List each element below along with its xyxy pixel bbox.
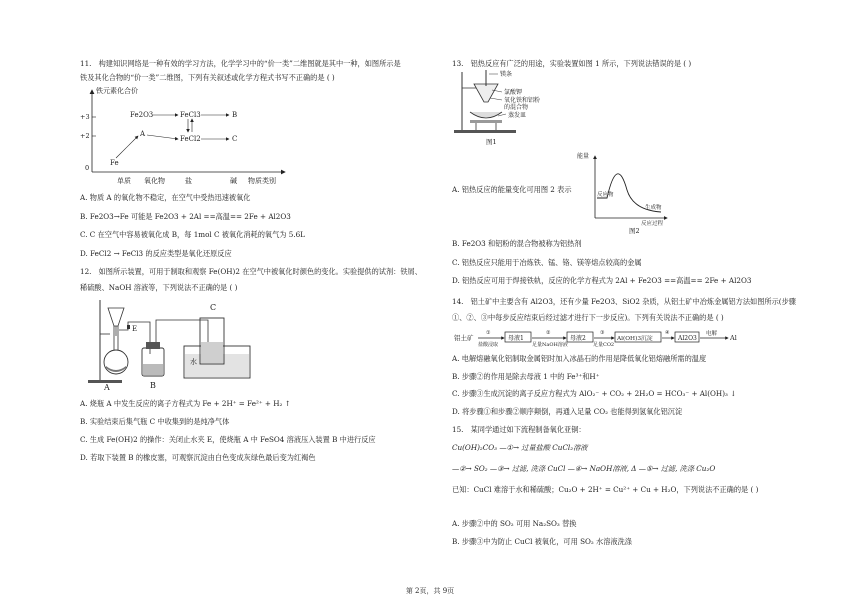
q15-option-a: A. 步骤②中的 SO₂ 可用 Na₂SO₃ 替换	[452, 519, 577, 528]
node-b: B	[232, 111, 238, 119]
label-fe2o3-al: 氧化铁和铝粉	[504, 97, 541, 104]
q11-option-d: D. FeCl2 → FeCl3 的反应类型是氧化还原反应	[80, 249, 232, 258]
q15-option-b: B. 步骤③中为防止 CuCl 被氧化，可用 SO₂ 水溶液洗涤	[452, 537, 632, 546]
flow-al: Al	[730, 334, 737, 342]
fig2-product-label: 生成物	[645, 205, 662, 211]
flow-aloh3-precipitate: Al(OH)3沉淀	[617, 336, 653, 342]
q15-known: 已知：CuCl 难溶于水和稀硫酸；Cu₂O + 2H⁺ = Cu²⁺ + Cu + H₂O，下列说法不正确的是 ( )	[452, 485, 759, 494]
flow-bauxite: 铝土矿	[454, 334, 474, 342]
flow-mother-liquor-2: 母液2	[570, 335, 586, 342]
q11-valence-chart	[80, 84, 300, 186]
q14-stem-line1: 14. 铝土矿中主要含有 Al2O3，还有少量 Fe2O3、SiO2 杂质，从铝土矿中冶炼金属铝方法如图所示(步骤	[452, 297, 796, 306]
q11-stem-line2: 铁及其化合物的“价一类”二维图，下列有关叙述或化学方程式书写不正确的是 ( )	[80, 73, 335, 82]
node-c: C	[232, 135, 238, 143]
q15-stem: 15. 某同学通过如下流程制备氧化亚铜：	[452, 425, 586, 434]
q14-stem-line2: ①、②、③中每步反应结束后经过滤才进行下一步反应)。下列有关说法不正确的是 ( )	[452, 313, 724, 322]
xtick-oxide: 氧化物	[144, 177, 165, 185]
node-fecl3: FeCl3	[180, 111, 201, 119]
node-fe: Fe	[110, 159, 119, 167]
q14-flowchart	[452, 327, 752, 349]
node-fe2o3: Fe2O3	[130, 111, 154, 119]
svg-text:②: ②	[546, 330, 551, 336]
label-mixture: 的混合物	[504, 104, 529, 111]
label-b: B	[150, 381, 156, 390]
node-a: A	[140, 130, 146, 138]
q12-apparatus-figure	[80, 296, 260, 392]
q11-option-a: A. 物质 A 的氧化物不稳定，在空气中受热迅速被氧化	[80, 193, 251, 202]
label-c: C	[210, 303, 217, 312]
figure-1-caption: 图1	[486, 138, 497, 146]
page-footer: 第 2页，共 9页	[405, 587, 455, 595]
q13-option-d: D. 铝热反应可用于焊接铁轨，反应的化学方程式为 2Al + Fe2O3 ==高温== 2Fe + Al2O3	[452, 276, 752, 285]
chart-ylabel: 铁元素化合价	[96, 87, 138, 95]
svg-text:④: ④	[665, 330, 670, 336]
flow-electrolysis: 电解	[706, 331, 718, 337]
q12-stem-line1: 12. 如图所示装置，可用于制取和观察 Fe(OH)2 在空气中被氧化时颜色的变化。实验提供的试剂：铁屑、	[80, 267, 422, 276]
q12-option-a: A. 烧瓶 A 中发生反应的离子方程式为 Fe + 2H⁺ = Fe²⁺ + H₂ ↑	[80, 399, 291, 408]
q11-stem-line1: 11. 构建知识网络是一种有效的学习方法，化学学习中的“价一类”二维图就是其中一种，如图所示是	[80, 59, 401, 68]
q12-option-b: B. 实验结束后集气瓶 C 中收集到的是纯净气体	[80, 417, 230, 426]
flow-step2-reagent: 足量NaOH溶液	[532, 342, 568, 348]
label-kclo3: 氯酸钾	[504, 89, 523, 96]
q12-option-c: C. 生成 Fe(OH)2 的操作：关闭止水夹 E，使烧瓶 A 中 FeSO4 溶液压入装置 B 中进行反应	[80, 435, 376, 444]
q13-figure-2	[575, 150, 675, 234]
q13-option-c: C. 铝热反应只能用于冶炼铁、锰、铬、镁等熔点较高的金属	[452, 258, 642, 267]
q14-option-c: C. 步骤③生成沉淀的离子反应方程式为 AlO₂⁻ + CO₂ + 2H₂O = HCO₃⁻ + Al(OH)₃ ↓	[452, 389, 737, 398]
svg-text:①: ①	[486, 330, 491, 336]
fig2-ylabel: 能量	[577, 153, 590, 160]
fig2-xlabel: 反应过程	[641, 221, 664, 227]
label-evaporating-dish: 蒸发皿	[508, 112, 527, 119]
ytick-plus2: +2	[80, 132, 90, 140]
xtick-base: 碱	[230, 177, 237, 185]
q14-option-d: D. 将步骤①和步骤②顺序颠倒，再通入足量 CO₂ 也能得到氢氧化铝沉淀	[452, 407, 683, 416]
q11-option-b: B. Fe2O3→Fe 可能是 Fe2O3 + 2Al ==高温== 2Fe + Al2O3	[80, 212, 291, 221]
q15-flow-line2: —②→ SO₂ —③→ 过滤, 洗涤 CuCl —④→ NaOH溶液, Δ —⑤→ 过滤, 洗涤 Cu₂O	[452, 464, 716, 473]
q13-option-a: A. 铝热反应的能量变化可用图 2 表示	[452, 185, 572, 194]
q13-figure-1	[452, 66, 562, 148]
flow-step1-reagent: 盐酸浸取	[478, 342, 499, 348]
q12-stem-line2: 稀硫酸、NaOH 溶液等，下列说法不正确的是 ( )	[80, 283, 238, 292]
q14-option-a: A. 电解熔融氧化铝制取金属铝时加入冰晶石的作用是降低氧化铝熔融所需的温度	[452, 354, 707, 363]
svg-text:③: ③	[600, 330, 605, 336]
q14-option-b: B. 步骤②的作用是除去母液 1 中的 Fe³⁺和H⁺	[452, 372, 600, 381]
label-mg-ribbon: 镁条	[500, 71, 513, 78]
ytick-zero: 0	[85, 164, 90, 172]
xtick-salt: 盐	[185, 177, 192, 185]
fig2-reactant-label: 反应物	[597, 192, 614, 198]
figure-2-caption: 图2	[629, 227, 640, 234]
xtick-class: 物质类别	[248, 177, 276, 185]
label-e: E	[132, 325, 138, 333]
ytick-plus3: +3	[80, 113, 90, 121]
label-a: A	[104, 383, 110, 392]
q15-flow-line1: Cu(OH)₂CO₃ —①→ 过量盐酸 CuCl₂溶液	[452, 443, 588, 452]
flow-step3-reagent: 足量CO2	[593, 342, 615, 348]
q11-option-c: C. C 在空气中容易被氧化成 B，每 1mol C 被氧化消耗的氧气为 5.6L	[80, 230, 305, 239]
q13-stem: 13. 铝热反应有广泛的用途，实验装置如图 1 所示，下列说法错误的是 ( )	[452, 59, 692, 68]
label-water: 水	[190, 358, 197, 366]
node-fecl2: FeCl2	[180, 135, 201, 143]
flow-mother-liquor-1: 母液1	[508, 335, 524, 342]
q12-option-d: D. 若取下装置 B 的橡皮塞，可观察沉淀由白色变成灰绿色最后变为红褐色	[80, 453, 316, 462]
q13-option-b: B. Fe2O3 和铝粉的混合物被称为铝热剂	[452, 239, 582, 248]
flow-al2o3: Al2O3	[678, 335, 697, 342]
xtick-elemental: 单质	[117, 177, 131, 185]
